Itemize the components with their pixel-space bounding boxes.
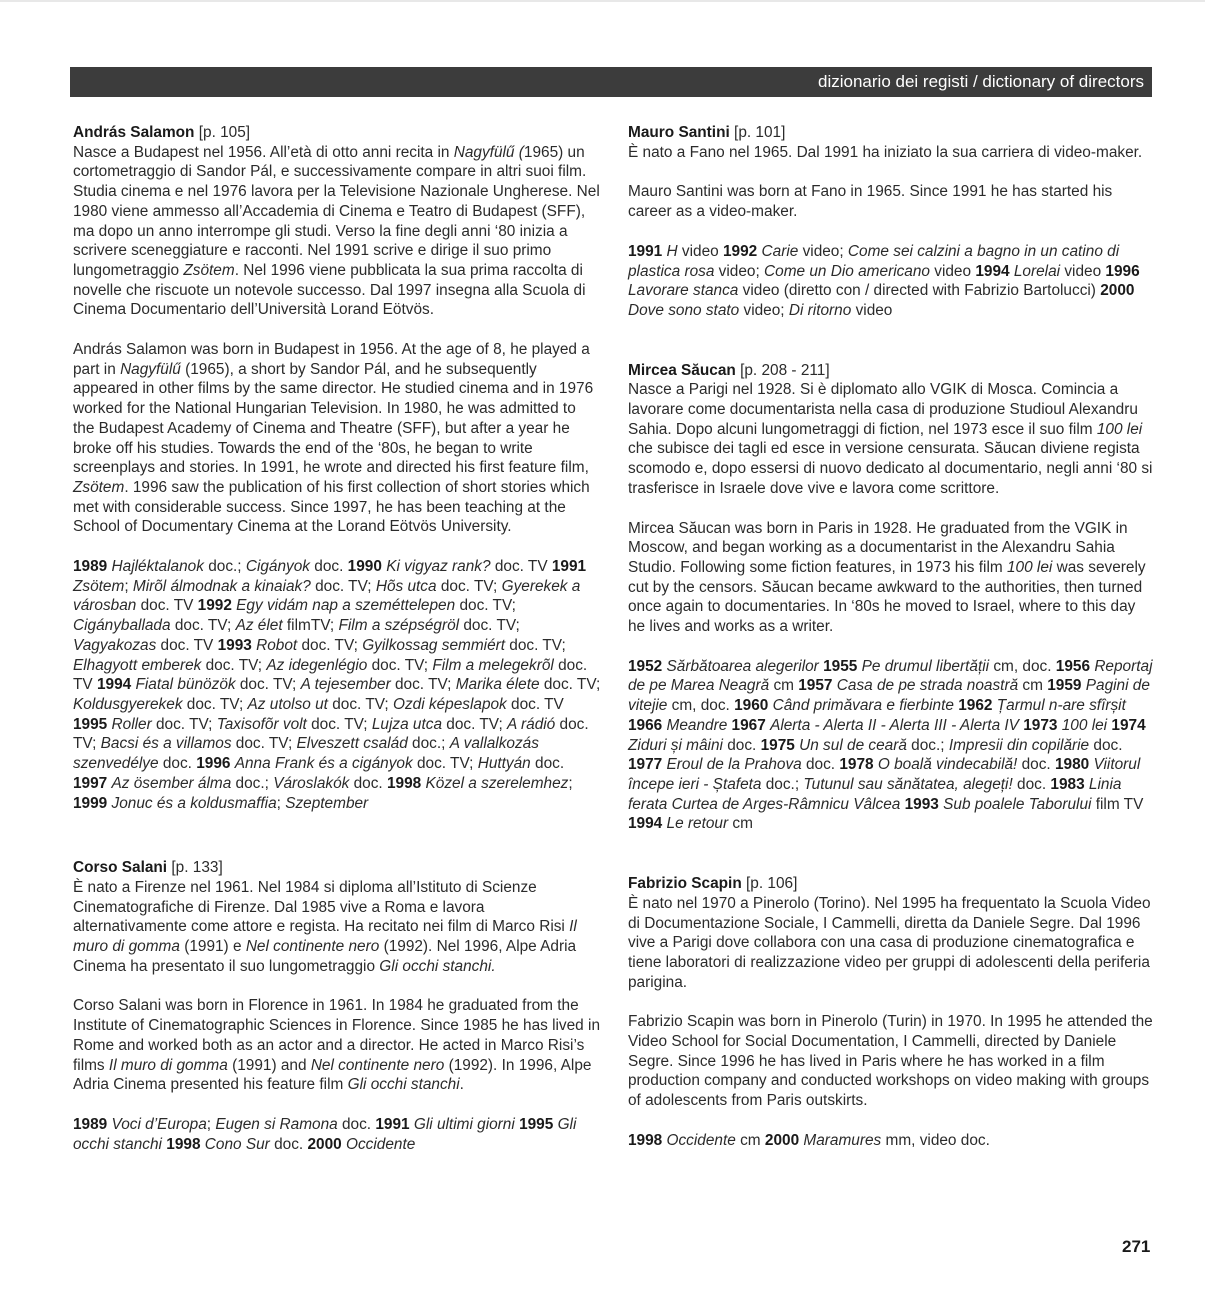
film-title: Taxisofõr volt [216,715,307,733]
film-format: video [1060,262,1106,280]
film-year: 1994 [628,815,667,833]
bio-text: András Salamon was born in Budapest in 1956. At the age of 8, he played a part in [73,341,590,378]
film-year: 1989 [73,1115,112,1133]
film-format: doc. [1089,736,1123,754]
left-column [73,123,601,1154]
filmography [73,1115,601,1154]
film-format: doc. [1017,756,1055,774]
film-format: cm [1018,677,1048,695]
film-title: Cono Sur [204,1135,270,1153]
film-year: 1957 [798,677,837,695]
film-format: cm, doc. [989,657,1056,675]
film-title: Maramures [803,1131,882,1149]
right-column [628,123,1155,1151]
film-title: Lorelai [1013,262,1061,280]
film-format: doc. [530,755,565,773]
film-format: doc. TV; [297,636,363,654]
film-format: doc. [1012,775,1051,793]
film-format: doc.; [203,558,246,576]
film-title: Nel continente nero [245,938,380,956]
bio-text: Mircea Săucan was born in Paris in 1928. He graduated from the VGIK in Moscow, and began working as a documentarist in the Alexandru Sahia Studio. Following some fiction features, in 1973 his film [628,519,1128,576]
film-year: 1991 [375,1115,414,1133]
bio-text: (1992). Nel 1996, Alpe Adria Cinema ha presentato il suo lungometraggio [73,938,577,975]
film-format: video [677,242,723,260]
page-reference: [p. 133] [171,859,223,877]
film-title: Zsötem [73,478,125,496]
film-year: 1991 [628,242,667,260]
film-title: Fiatal bünözök [135,676,236,694]
entry-andras-salamon [73,123,601,813]
film-title: Elveszett család [296,735,408,753]
film-format: video; [714,262,765,280]
bio-italian [73,878,601,977]
film-title: Egy vidám nap a szeméttelepen [236,597,456,615]
film-title: Sub poalele Taborului [943,795,1092,813]
film-year: 1994 [96,676,136,694]
film-format: video [929,262,976,280]
film-year: 1990 [347,558,387,576]
film-format: doc. TV; [327,695,393,713]
bio-english [628,519,1155,637]
film-year: 1994 [975,262,1014,280]
film-title: Nagyfülű ( [453,143,524,161]
film-year: 1980 [1055,756,1094,774]
film-title: Film a szépségröl [338,617,460,635]
film-year: 1977 [628,756,667,774]
film-title: Eroul de la Prahova [666,756,802,774]
film-title: Gyilkossag semmiért [362,636,506,654]
film-format: doc. TV [136,597,198,615]
page-reference: [p. 101] [734,124,786,141]
film-format: doc.; [761,775,804,793]
film-title: Come sei calzini a bagno in un catino di plastica rosa [628,242,1120,280]
bio-english: Fabrizio Scapin was born in Pinerolo (Turin) in 1970. In 1995 he attended the Video School for Social Documentation, I Cammelli, directed by Daniele Segre. Since 1996 he has lived in Paris where he has worked in a film production company and conducted workshops on video making with groups of adolescents from Paris outskirts. [628,1013,1153,1110]
film-format: doc. [722,736,761,754]
film-format: doc. TV; [436,577,502,595]
film-year: 1973 [1023,716,1062,734]
film-title: A tejesember [300,676,391,694]
film-format: doc. TV; [235,676,301,694]
entry-heading [628,874,1155,894]
film-title: Cigányballada [73,617,171,635]
film-format: video; [739,301,789,319]
bio-text: (1992). In 1996, Alpe Adria Cinema presented his feature film [73,1056,592,1094]
film-format: cm [728,815,753,833]
film-year: 1956 [1055,657,1095,675]
film-format: video (diretto con / directed with Fabrizio Bartolucci) [738,282,1101,300]
entry-heading [73,123,601,143]
filmography [628,242,1155,321]
film-title: Ziduri și mâini [628,736,723,754]
film-format: cm [735,1131,765,1149]
page-reference: [p. 105] [198,124,251,141]
film-title: Cigányok [245,558,311,576]
film-title: Zsötem [73,577,125,595]
film-format: doc. TV; [73,715,589,753]
film-year: 1993 [217,636,257,654]
bio-text: (1965), a short by Sandor Pál, and he subsequently appeared in other films by the same director. He studied cinema and in 1976 worked for the National Hungarian Television. In 1980, he was admitted to the Budapest Academy of Cinema and Theatre (SFF), but after a year he broke off his studies. Towards the end of the ‘80s, he began to write screenplays and stories. In 1991, he wrote and directed his first feature film, [73,360,594,477]
entry-fabrizio-scapin [628,874,1155,1150]
film-format: doc. TV; [310,577,376,595]
film-format: doc. TV; [455,597,516,615]
film-format: mm, video doc. [881,1131,990,1149]
film-year: 1997 [73,774,112,792]
film-year: 1998 [628,1131,667,1149]
film-title: 100 lei [1061,716,1108,734]
film-title: Nagyfülű [120,360,181,378]
film-title: Vagyakozas [73,636,157,654]
film-year: 1959 [1047,677,1086,695]
film-title: Az ösember álma [111,774,232,792]
film-year: 1999 [73,794,112,812]
film-title: Városlakók [273,774,350,792]
film-title: Pe drumul libertății [861,657,990,675]
bio-english [73,340,601,537]
entry-heading [73,858,601,878]
film-format: doc. TV [73,656,588,694]
film-title: Țarmul n-are sfîrșit [996,697,1126,715]
film-title: Eugen si Ramona [215,1115,338,1133]
entry-heading [628,123,1155,143]
film-format: doc. [349,774,387,792]
film-year: 1992 [197,597,237,615]
film-year: 1993 [904,795,944,813]
director-name: Corso Salani [73,859,168,877]
entry-corso-salani [73,858,601,1154]
film-title: Gli occhi stanchi [347,1076,460,1094]
film-title: Di ritorno [788,301,852,319]
film-format: doc. TV [156,636,218,654]
film-year: 1952 [628,657,667,675]
bio-text: . [459,1076,464,1094]
director-name: András Salamon [73,124,195,141]
film-title: Când primăvara e fierbinte [772,697,954,715]
film-title: Mirõl álmodnak a kinaiak? [132,577,311,595]
film-format: doc. [801,756,840,774]
film-format: doc. TV; [505,636,566,654]
film-title: Közel a szerelemhez [425,774,569,792]
film-year: 1955 [823,657,862,675]
page-reference: [p. 208 - 211] [740,361,830,379]
film-year: 2000 [1100,282,1135,300]
film-title: Anna Frank és a cigányok [234,755,413,773]
film-title: Hõs utca [375,577,437,595]
film-format: doc. TV; [151,715,217,733]
film-title: Un sul de ceară [799,736,907,754]
film-format: ; [206,1115,216,1133]
film-title: Gli occhi stanchi [73,1115,577,1153]
page-reference: [p. 106] [746,875,798,893]
film-format: doc. TV; [231,735,297,753]
film-format: doc. TV; [442,715,508,733]
film-title: Roller [111,715,152,733]
filmography [73,557,601,813]
film-year: 1983 [1050,775,1089,793]
film-title: Lavorare stanca [628,282,739,300]
film-title: Az élet [235,617,283,635]
film-format: video [851,301,893,319]
film-format: doc. TV; [539,676,601,694]
film-title: Tutunul sau sănătatea, alegeți! [803,775,1013,793]
film-format: doc. TV; [367,656,433,674]
film-format: video; [798,242,848,260]
film-format: ; [568,774,573,792]
film-title: Linia ferata Curtea de Arges-Râmnicu Vâlcea [628,775,1122,813]
film-title: Film a melegekrõl [432,656,554,674]
film-title: O boală vindecabilă! [877,756,1018,774]
film-title: Meandre [666,716,728,734]
film-title: Az idegenlégio [266,656,368,674]
film-year: 1974 [1111,716,1146,734]
filmography [628,657,1155,834]
film-format: doc. TV; [182,695,248,713]
film-format: doc. TV; [306,715,372,733]
film-format: doc. TV [490,558,552,576]
bio-text: (1991) and [227,1056,311,1074]
film-title: Casa de pe strada noastră [836,677,1019,695]
film-format: ; [124,577,133,595]
film-year: 1989 [73,558,112,576]
film-title: Dove sono stato [628,301,740,319]
film-year: 1962 [958,697,997,715]
film-format: film TV [1091,795,1144,813]
film-title: Zsötem [183,261,235,279]
film-title: Gli ultimi giorni [413,1115,515,1133]
film-title: 100 lei [1096,420,1143,438]
film-title: Occidente [345,1135,416,1153]
entry-mircea-saucan [628,361,1155,834]
bio-english: Mauro Santini was born at Fano in 1965. Since 1991 he has started his career as a video-maker. [628,183,1113,221]
film-format: doc.; [231,774,274,792]
film-title: Koldusgyerekek [73,695,183,713]
film-title: Gyerekek a városban [73,577,581,615]
film-year: 1996 [196,755,235,773]
film-title: Nel continente nero [310,1056,445,1074]
entry-heading [628,361,1155,381]
film-title: Ki vigyaz rank? [386,558,491,576]
film-title: Lujza utca [371,715,443,733]
film-year: 1960 [734,697,773,715]
filmography [628,1131,1155,1151]
film-year: 1975 [760,736,800,754]
section-header-title: dizionario dei registi / dictionary of directors [818,72,1144,91]
film-format: cm [769,677,799,695]
film-format: doc. [158,755,197,773]
film-format: doc. [337,1115,376,1133]
film-title: Elhagyott emberek [73,656,202,674]
film-format: ; [276,794,286,812]
film-title: Pagini de vitejie [628,677,1150,715]
film-year: 1966 [628,716,667,734]
bio-text: (1991) e [179,938,246,956]
section-header-bar [70,67,1152,97]
top-rule [0,0,1205,2]
film-year: 1996 [1105,262,1140,280]
film-year: 2000 [307,1135,346,1153]
film-title: Il muro di gomma [73,918,577,956]
bio-text: . 1996 saw the publication of his first collection of short stories which met with considerable success. Since 1997, he has been teaching at the School of Documentary Cinema at the Lorand Eötvös University. [73,478,590,536]
film-title: Alerta - Alerta II - Alerta III - Alerta IV [770,716,1019,734]
film-format: doc. TV; [170,617,236,635]
film-title: Bacsi és a villamos [100,735,232,753]
film-format: doc.; [407,735,450,753]
film-year: 1978 [839,756,878,774]
film-format: doc. TV; [201,656,267,674]
film-year: 2000 [764,1131,804,1149]
bio-text: È nato a Firenze nel 1961. Nel 1984 si diploma all’Istituto di Scienze Cinematografiche di Firenze. Dal 1985 vive a Roma e lavora alternativamente come attore e regista. Ha recitato nei film di Marco Risi [73,878,570,936]
film-year: 1992 [723,242,762,260]
film-year: 1998 [166,1135,205,1153]
film-title: Szeptember [285,794,369,812]
film-title: Voci d’Europa [111,1115,207,1133]
film-title: Le retour [666,815,729,833]
film-title: Reportaj de pe Marea Neagră [628,657,1153,695]
film-title: Marika élete [455,676,540,694]
film-title: Gli occhi stanchi. [379,957,496,975]
film-year: 1991 [551,558,587,576]
film-title: Sărbătoarea alegerilor [666,657,819,675]
film-title: Ozdi képeslapok [392,695,507,713]
bio-text: Nasce a Budapest nel 1956. All’età di otto anni recita in [73,143,454,161]
bio-italian [628,380,1155,498]
film-format: filmTV; [282,617,339,635]
film-title: H [666,242,678,260]
bio-text: . Nel 1996 viene pubblicata la sua prima raccolta di novelle che riscuote un notevole successo. Dal 1997 insegna alla Scuola di Cinema Documentario dell’Università Lorand Eötvös. [73,261,586,319]
film-title: Jonuc és a koldusmaffia [111,794,277,812]
film-title: Viitorul începe ieri - Ștafeta [628,756,1141,793]
film-year: 1998 [387,774,426,792]
film-title: A rádió [507,715,556,733]
film-title: Occidente [666,1131,736,1149]
film-title: Carie [761,242,799,260]
bio-italian [73,143,601,320]
film-format: doc. TV; [390,676,456,694]
film-format: doc.; [906,736,949,754]
film-format: cm, doc. [667,697,735,715]
bio-italian: È nato a Fano nel 1965. Dal 1991 ha iniziato la sua carriera di video-maker. [628,143,1143,161]
bio-text: Nasce a Parigi nel 1928. Si è diplomato allo VGIK di Mosca. Comincia a lavorare come documentarista nella casa di produzione Studioul Alexandru Sahia. Dopo alcuni lungometraggi di fiction, nel 1973 esce il suo film [628,381,1138,438]
bio-text: 1965) un cortometraggio di Sandor Pál, e successivamente compare in altri suoi film. Studia cinema e nel 1976 lavora per la Televisione Nazionale Ungherese. Nel 1980 viene ammesso all’Accademia di Cinema e Teatro di Budapest (SFF), ma dopo un anno interrompe gli studi. Verso la fine degli anni ‘80 inizia a scrivere sceneggiature e racconti. Nel 1991 scrive e dirige il suo primo lungometraggio [73,143,600,279]
bio-text: Corso Salani was born in Florence in 1961. In 1984 he graduated from the Institute of Cinematographic Sciences in Florence. Since 1985 he has lived in Rome and worked both as an actor and a director. He acted in Marco Risi’s films [73,997,601,1074]
film-format: doc. [269,1135,308,1153]
film-format: doc. TV; [459,617,520,635]
film-format: doc. TV [506,695,564,713]
film-title: Az utolso ut [247,695,328,713]
bio-english [73,996,601,1095]
bio-text: che subisce dei tagli ed esce in versione censurata. Săucan diviene regista scomodo e, dopo essersi di nuovo dedicato al documentario, negli anni ‘80 si trasferisce in Israele dove vive e lavora come scrittore. [628,440,1153,497]
bio-italian: È nato nel 1970 a Pinerolo (Torino). Nel 1995 ha frequentato la Scuola Video di Documentazione Sociale, I Cammelli, diretta da Daniele Segre. Dal 1996 vive a Parigi dove collabora con una casa di produzione cinematografica e tiene laboratori di realizzazione video per gruppi di adolescenti della periferia parigina. [628,894,1151,991]
film-year: 1967 [731,716,771,734]
film-title: Robot [256,636,298,654]
film-year: 1995 [519,1115,558,1133]
director-name: Fabrizio Scapin [628,875,742,893]
director-name: Mauro Santini [628,124,730,141]
film-title: Hajléktalanok [111,558,204,576]
page-number: 271 [1122,1237,1151,1256]
film-title: Huttyán [477,755,531,773]
film-title: Il muro di gomma [108,1056,228,1074]
film-title: A vallalkozás szenvedélye [73,735,539,773]
bio-text: was severely cut by the censors. Săucan became awkward to the authorities, then turned once again to documentaries. In ‘80s he moved to Israel, where to this day he lives and works as a writer. [628,558,1146,636]
film-title: 100 lei [1006,558,1053,576]
film-format: doc. [310,558,348,576]
entry-mauro-santini [628,123,1155,321]
film-title: Come un Dio americano [764,262,930,280]
director-name: Mircea Săucan [628,361,736,379]
film-title: Impresii din copilărie [948,736,1090,754]
film-year: 1995 [73,715,112,733]
film-format: doc. TV; [412,755,478,773]
